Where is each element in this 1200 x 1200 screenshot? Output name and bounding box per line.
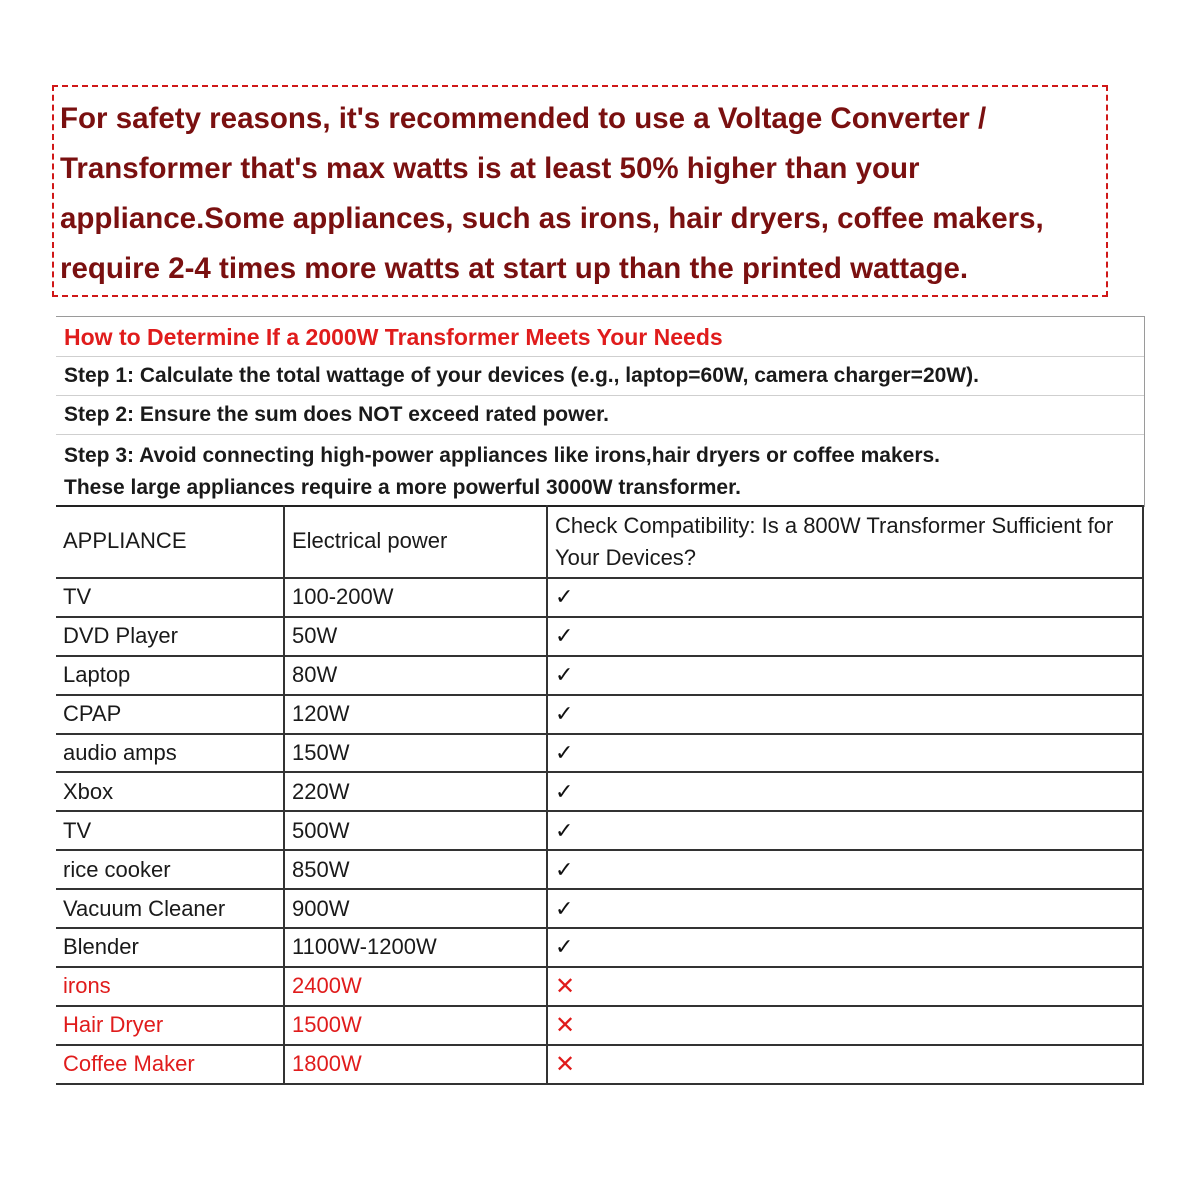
appliance-cell: Xbox: [56, 772, 284, 811]
power-cell: 120W: [284, 695, 547, 734]
compatibility-cell: [547, 695, 1143, 734]
compatibility-cell: [547, 1006, 1143, 1045]
table-row: [56, 617, 1143, 656]
compatibility-cell: [547, 656, 1143, 695]
compatibility-table: [56, 505, 1144, 1085]
check-icon: ✓: [555, 856, 574, 882]
table-row: [56, 772, 1143, 811]
power-cell: 80W: [284, 656, 547, 695]
check-icon: ✓: [555, 662, 574, 688]
notice-line: appliance.Some appliances, such as irons, hair dryers, coffee makers,: [60, 202, 1044, 235]
appliance-cell: Blender: [56, 928, 284, 967]
appliance-cell: rice cooker: [56, 850, 284, 889]
compatibility-cell: [547, 928, 1143, 967]
step-3-line-2: These large appliances require a more powerful 3000W transformer.: [64, 476, 741, 499]
compatibility-cell: [547, 578, 1143, 617]
notice-line: Transformer that's max watts is at least 50% higher than your: [60, 152, 920, 185]
table-row: [56, 967, 1143, 1006]
power-cell: 220W: [284, 772, 547, 811]
table-row: [56, 1045, 1143, 1084]
appliance-cell: Vacuum Cleaner: [56, 889, 284, 928]
table-row: [56, 811, 1143, 850]
step-1: Step 1: Calculate the total wattage of your devices (e.g., laptop=60W, camera charger=20W).: [56, 357, 1144, 396]
step-2: Step 2: Ensure the sum does NOT exceed rated power.: [56, 396, 1144, 435]
power-cell: 1100W-1200W: [284, 928, 547, 967]
cross-icon: ✕: [555, 1050, 576, 1078]
power-cell: 150W: [284, 734, 547, 773]
check-icon: ✓: [555, 778, 574, 804]
instructions-title: How to Determine If a 2000W Transformer Meets Your Needs: [56, 317, 1144, 357]
compatibility-cell: [547, 811, 1143, 850]
safety-notice: [52, 85, 1108, 297]
appliance-cell: irons: [56, 967, 284, 1006]
power-cell: 900W: [284, 889, 547, 928]
compatibility-cell: [547, 1045, 1143, 1084]
appliance-cell: Hair Dryer: [56, 1006, 284, 1045]
power-cell: 1500W: [284, 1006, 547, 1045]
check-icon: ✓: [555, 817, 574, 843]
appliance-cell: DVD Player: [56, 617, 284, 656]
table-row: [56, 850, 1143, 889]
appliance-cell: audio amps: [56, 734, 284, 773]
check-icon: ✓: [555, 934, 574, 960]
compatibility-cell: [547, 734, 1143, 773]
notice-line: require 2-4 times more watts at start up than the printed wattage.: [60, 252, 969, 285]
table-row: [56, 578, 1143, 617]
header-power: Electrical power: [284, 505, 547, 578]
table-row: [56, 889, 1143, 928]
table-row: [56, 656, 1143, 695]
compatibility-cell: [547, 967, 1143, 1006]
appliance-cell: TV: [56, 578, 284, 617]
table-row: [56, 1006, 1143, 1045]
check-icon: ✓: [555, 701, 574, 727]
table-row: [56, 734, 1143, 773]
instructions-box: [56, 316, 1145, 507]
compatibility-cell: [547, 617, 1143, 656]
appliance-cell: CPAP: [56, 695, 284, 734]
power-cell: 500W: [284, 811, 547, 850]
table-row: [56, 695, 1143, 734]
header-appliance: APPLIANCE: [56, 505, 284, 578]
step-3-line-1: Step 3: Avoid connecting high-power appliances like irons,hair dryers or coffee makers.: [64, 444, 941, 467]
power-cell: 2400W: [284, 967, 547, 1006]
notice-line: For safety reasons, it's recommended to use a Voltage Converter /: [60, 102, 987, 135]
header-compatibility: Check Compatibility: Is a 800W Transformer Sufficient for Your Devices?: [547, 505, 1143, 578]
cross-icon: ✕: [555, 1011, 576, 1039]
cross-icon: ✕: [555, 972, 576, 1000]
table-row: [56, 928, 1143, 967]
power-cell: 850W: [284, 850, 547, 889]
check-icon: ✓: [555, 584, 574, 610]
appliance-cell: Laptop: [56, 656, 284, 695]
compatibility-cell: [547, 850, 1143, 889]
compatibility-cell: [547, 889, 1143, 928]
power-cell: 100-200W: [284, 578, 547, 617]
check-icon: ✓: [555, 895, 574, 921]
check-icon: ✓: [555, 740, 574, 765]
power-cell: 50W: [284, 617, 547, 656]
check-icon: ✓: [555, 623, 574, 649]
power-cell: 1800W: [284, 1045, 547, 1084]
step-3: [56, 435, 1144, 507]
appliance-cell: Coffee Maker: [56, 1045, 284, 1084]
table-header-row: [56, 505, 1143, 578]
appliance-cell: TV: [56, 811, 284, 850]
compatibility-cell: [547, 772, 1143, 811]
